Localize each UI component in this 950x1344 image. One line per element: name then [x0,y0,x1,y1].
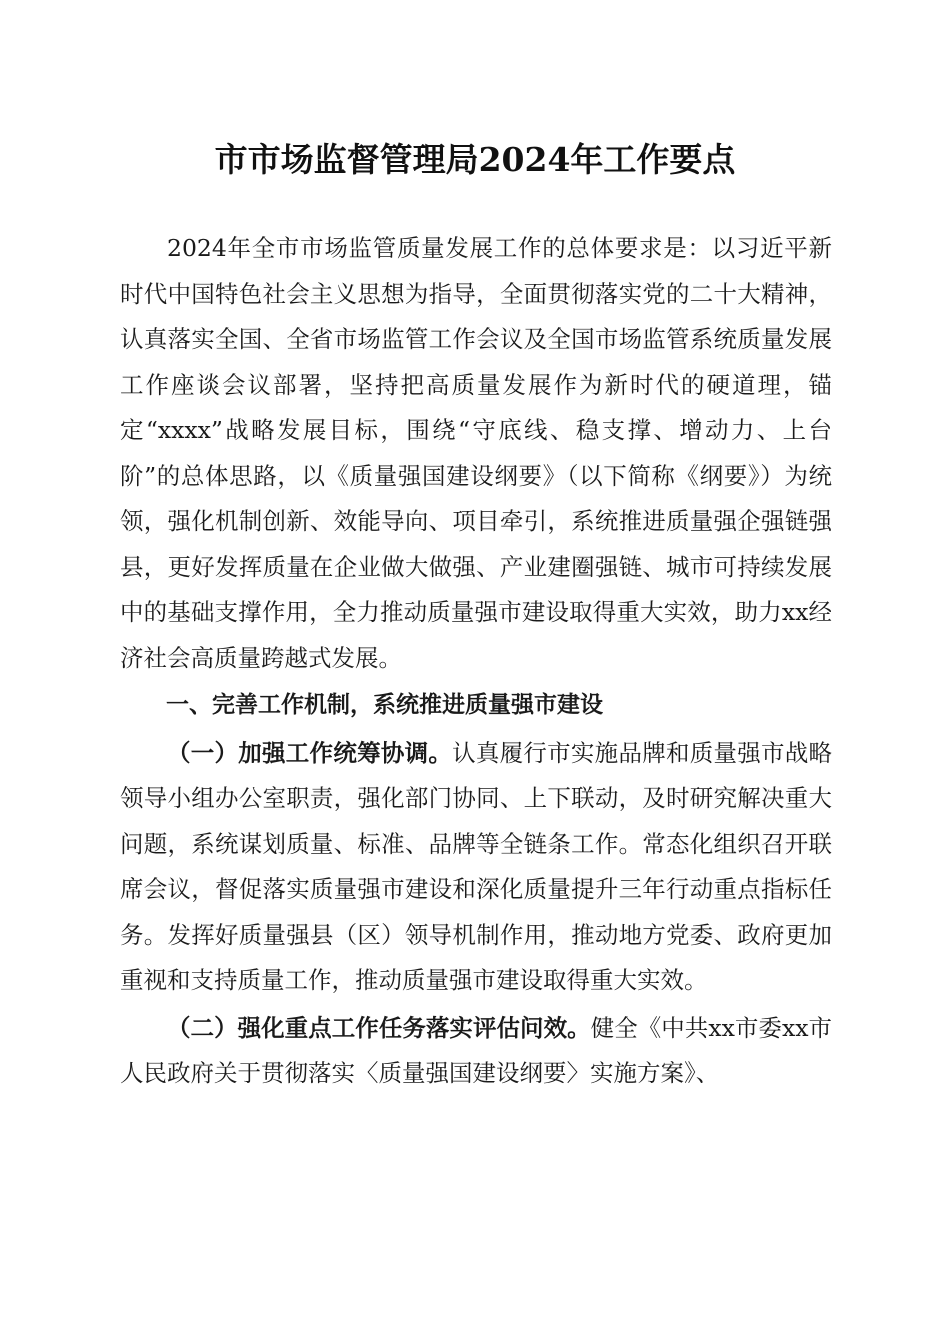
intro-paragraph: 2024年全市市场监管质量发展工作的总体要求是：以习近平新时代中国特色社会主义思想为指导，全面贯彻落实党的二十大精神，认真落实全国、全省市场监管工作会议及全国市场监管系统质量发展工作座谈会议部署，坚持把高质量发展作为新时代的硬道理，锚定“xxxx”战略发展目标，围绕“守底线、稳支撑、增动力、上台阶”的总体思路，以《质量强国建设纲要》（以下简称《纲要》）为统领，强化机制创新、效能导向、项目牵引，系统推进质量强企强链强县，更好发挥质量在企业做大做强、产业建圈强链、城市可持续发展中的基础支撑作用，全力推动质量强市建设取得重大实效，助力xx经济社会高质量跨越式发展。 [120,234,832,672]
item-1-text: 认真履行市实施品牌和质量强市战略领导小组办公室职责，强化部门协同、上下联动，及时研究解决重大问题，系统谋划质量、标准、品牌等全链条工作。常态化组织召开联席会议，督促落实质量强市建设和深化质量提升三年行动重点指标任务。发挥好质量强县（区）领导机制作用，推动地方党委、政府更加重视和支持质量工作，推动质量强市建设取得重大实效。 [120,738,833,994]
item-2-label: （二）强化重点工作任务落实评估问效。 [167,1013,591,1042]
item-1-label: （一）加强工作统筹协调。 [167,738,453,767]
item-2-text: 健全《中共xx市委xx市人民政府关于贯彻落实〈质量强国建设纲要〉实施方案》、 [120,1013,832,1087]
document-title: 市市场监督管理局2024年工作要点 [214,140,736,179]
document-body [120,226,832,1097]
item-1-paragraph [120,731,832,1004]
item-2-paragraph [120,1006,832,1097]
section-heading-1: 一、完善工作机制，系统推进质量强市建设 [166,692,603,718]
